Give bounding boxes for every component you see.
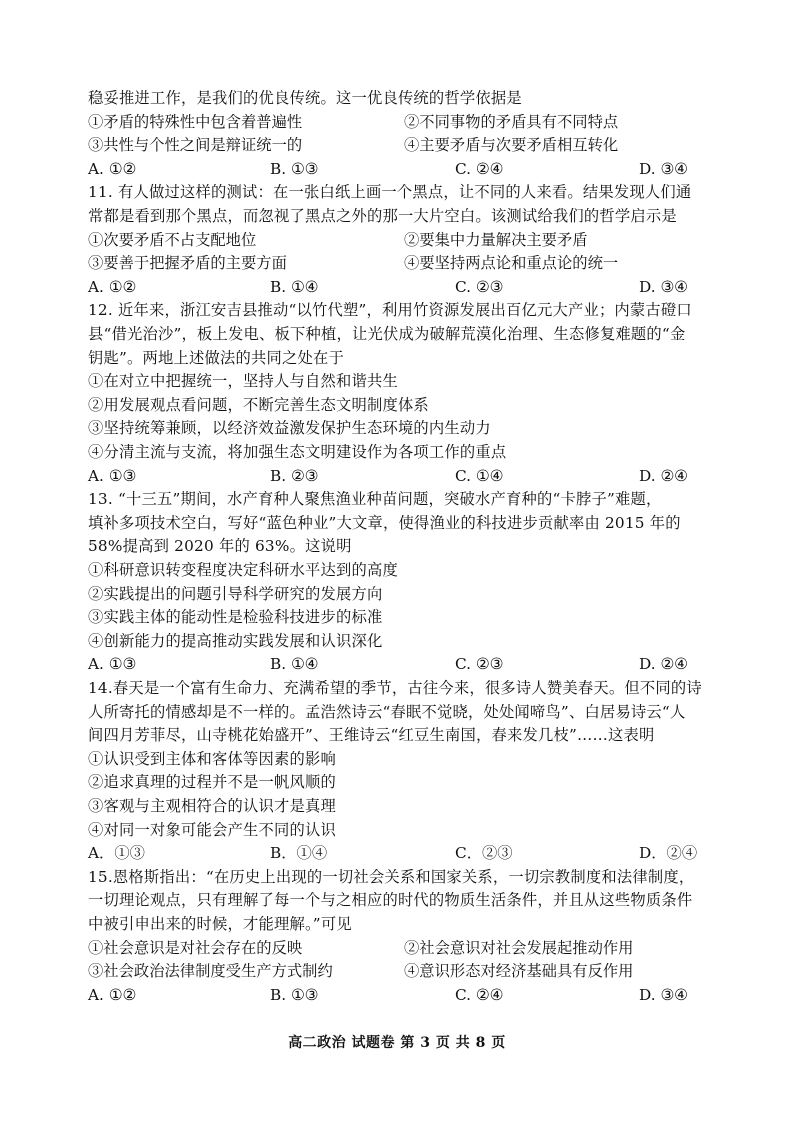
q15-answers [88,984,713,1008]
q11-answer-a: A. ①② [88,277,137,296]
q10-answers [88,158,713,182]
q13-option-1: ①科研意识转变程度决定科研水平达到的高度 [88,561,398,579]
q14-option-1: ①认识受到主体和客体等因素的影响 [88,749,336,768]
q13-stem-line-3: 58%提高到 2020 年的 63%。这说明 [88,537,352,556]
q14-answer-b: B．①④ [270,844,328,863]
q15-answer-b: B. ①③ [270,985,319,1004]
q14-stem-line-2: 人所寄托的情感却是不一样的。孟浩然诗云“春眠不觉晓，处处闻啼鸟”、白居易诗云“人 [88,702,686,721]
q15-options-row-1 [88,937,713,961]
q11-options-row-1 [88,229,713,253]
q11-option-2: ②要集中力量解决主要矛盾 [404,230,588,249]
q14-stem-line-1: 14.春天是一个富有生命力、充满希望的季节，古往今来，很多诗人赞美春天。但不同的诗 [88,679,702,697]
q15-stem-line-1: 15.恩格斯指出：“在历史上出现的一切社会关系和国家关系，一切宗教制度和法律制度， [88,867,695,886]
q10-answer-d: D. ③④ [639,159,688,178]
q10-options-row-1 [88,111,713,135]
q15-option-3: ③社会政治法律制度受生产方式制约 [88,962,333,981]
q14-answer-a: A．①③ [88,844,145,863]
q13-option-3: ③实践主体的能动性是检验科技进步的标准 [88,608,383,627]
q12-answer-b: B. ②③ [270,466,319,485]
q15-option-2: ②社会意识对社会发展起推动作用 [404,938,634,957]
q11-stem-line-1: 11. 有人做过这样的测试：在一张白纸上画一个黑点，让不同的人来看。结果发现人们通 [88,183,692,202]
q11-answers [88,276,713,300]
q13-answer-d: D. ②④ [639,655,688,674]
q13-stem-line-1: 13. “十三五”期间，水产育种人聚焦渔业种苗问题，突破水产育种的“卡脖子”难题， [88,490,662,509]
q11-option-1: ①次要矛盾不占支配地位 [88,230,257,249]
q10-option-1: ①矛盾的特殊性中包含着普遍性 [88,112,303,131]
q14-answers [88,842,713,866]
q15-answer-d: D. ③④ [639,985,688,1004]
q11-stem-line-2: 常都是看到那个黑点，而忽视了黑点之外的那一大片空白。该测试给我们的哲学启示是 [88,207,677,225]
q14-option-2: ②追求真理的过程并不是一帆风顺的 [88,773,336,792]
q11-option-3: ③要善于把握矛盾的主要方面 [88,254,287,273]
q13-answer-b: B. ①④ [270,655,319,674]
q15-option-1: ①社会意识是对社会存在的反映 [88,938,303,957]
q12-answers [88,465,713,489]
q15-stem-line-2: 一切理论观点，只有理解了每一个与之相应的时代的物质生活条件，并且从这些物质条件 [88,891,693,910]
q14-option-4: ④对同一对象可能会产生不同的认识 [88,820,336,839]
q15-stem-line-3: 中被引申出来的时候，才能理解。”可见 [88,915,352,933]
q14-answer-d: D．②④ [639,844,698,863]
q11-option-4: ④要坚持两点论和重点论的统一 [404,254,619,273]
q12-stem-line-3: 钥匙”。两地上述做法的共同之处在于 [88,348,344,367]
q10-answer-c: C. ②④ [455,159,504,178]
q11-answer-c: C. ②③ [455,277,504,296]
q10-stem-line: 稳妥推进工作，是我们的优良传统。这一优良传统的哲学依据是 [88,89,522,107]
q11-answer-b: B. ①④ [270,277,319,296]
q13-stem-line-2: 填补多项技术空白，写好“蓝色种业”大文章，使得渔业的科技进步贡献率由 2015 年的 [88,513,681,532]
q12-option-3: ③坚持统筹兼顾，以经济效益激发保护生态环境的内生动力 [88,419,491,438]
q12-option-2: ②用发展观点看问题，不断完善生态文明制度体系 [88,395,429,414]
q13-answer-c: C. ②③ [455,655,504,674]
q14-answer-c: C．②③ [455,844,513,863]
q15-answer-a: A. ①② [88,985,137,1004]
q13-answer-a: A. ①③ [88,655,137,674]
q15-options-row-2 [88,960,713,984]
q13-option-4: ④创新能力的提高推动实践发展和认识深化 [88,631,383,650]
q12-answer-c: C. ①④ [455,466,504,485]
q10-answer-a: A. ①② [88,159,137,178]
q10-answer-b: B. ①③ [270,159,319,178]
q12-stem-line-1: 12. 近年来，浙江安吉县推动“以竹代塑”，利用竹资源发展出百亿元大产业；内蒙古磴口 [88,301,692,320]
q10-options-row-2 [88,134,713,158]
q12-option-4: ④分清主流与支流，将加强生态文明建设作为各项工作的重点 [88,443,507,461]
q14-stem-line-3: 间四月芳菲尽，山寺桃花始盛开”、王维诗云“红豆生南国，春来发几枝”……这表明 [88,726,655,745]
q14-option-3: ③客观与主观相符合的认识才是真理 [88,797,336,815]
q15-answer-c: C. ②④ [455,985,504,1004]
q12-answer-a: A. ①③ [88,466,137,485]
q12-option-1: ①在对立中把握统一，坚持人与自然和谐共生 [88,372,398,391]
q13-answers [88,653,713,677]
q11-answer-d: D. ③④ [639,277,688,296]
q10-option-2: ②不同事物的矛盾具有不同特点 [404,112,619,131]
q12-answer-d: D. ②④ [639,466,688,485]
q10-option-4: ④主要矛盾与次要矛盾相互转化 [404,136,619,155]
q10-option-3: ③共性与个性之间是辩证统一的 [88,136,303,155]
q15-option-4: ④意识形态对经济基础具有反作用 [404,962,634,981]
q11-options-row-2 [88,252,713,276]
q12-stem-line-2: 县“借光治沙”，板上发电、板下种植，让光伏成为破解荒漠化治理、生态修复难题的“金 [88,325,686,343]
page-footer: 高二政治 试题卷 第 3 页 共 8 页 [288,1035,506,1051]
q13-option-2: ②实践提出的问题引导科学研究的发展方向 [88,584,383,603]
